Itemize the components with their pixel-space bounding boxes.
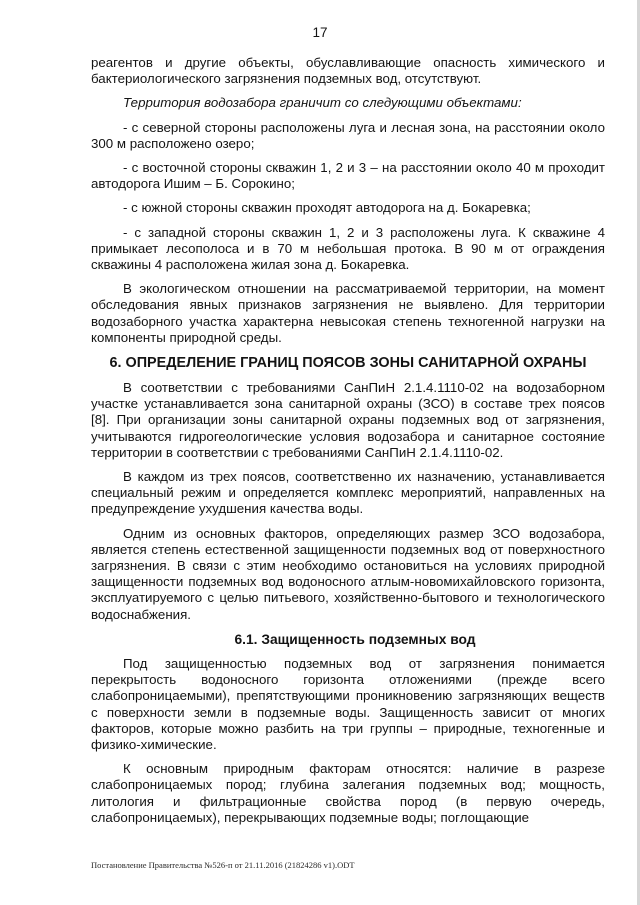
paragraph: В каждом из трех поясов, соответственно их назначению, устанавливается специальный режим и определяется комплекс мероприятий, направленных на предупреждение ухудшения качества воды. (91, 469, 605, 517)
section-6-1-heading: 6.1. Защищенность подземных вод (234, 631, 476, 647)
page-footer: Постановление Правительства №526-п от 21.11.2016 (21824286 v1).ODT (91, 860, 355, 870)
list-item-east: - с восточной стороны скважин 1, 2 и 3 – на расстоянии около 40 м проходит автодорога Ишим – Б. Сорокино; (91, 160, 605, 192)
section-6-heading: 6. ОПРЕДЕЛЕНИЕ ГРАНИЦ ПОЯСОВ ЗОНЫ САНИТАРНОЙ ОХРАНЫ (109, 355, 587, 372)
page-number: 17 (312, 25, 328, 40)
paragraph: Под защищенностью подземных вод от загрязнения понимается перекрытость водоносного горизонта отложениями (прежде всего слабопроницаемыми), препятствующими проникновению загрязняющих веществ с поверхности земли в подземные воды. Защищенность зависит от многих факторов, которые можно разбить на три группы – природные, техногенные и физико-химические. (91, 655, 605, 752)
paragraph-ecology: В экологическом отношении на рассматриваемой территории, на момент обследования явных признаков загрязнения не выявлено. Для территории водозаборного участка характерна невысокая степень техногенной нагрузки на компоненты природной среды. (91, 281, 605, 345)
paragraph: К основным природным факторам относятся: наличие в разрезе слабопроницаемых пород; глубина залегания подземных вод; мощность, литология и фильтрационные свойства пород (в первую очередь, слабопроницаемых), перекрывающих подземные воды; поглощающие (91, 761, 605, 825)
paragraph: реагентов и другие объекты, обуславливающие опасность химического и бактериологического загрязнения подземных вод, отсутствуют. (91, 55, 605, 87)
paragraph-intro-italic: Территория водозабора граничит со следующими объектами: (123, 95, 522, 111)
paragraph: Одним из основных факторов, определяющих размер ЗСО водозабора, является степень естественной защищенности подземных вод от поверхностного загрязнения. В связи с этим необходимо остановиться на условиях природной защищенности подземных вод водоносного атлым-новомихайловского горизонта, эксплуатируемого с целью питьевого, хозяйственно-бытового и технологического водоснабжения. (91, 525, 605, 622)
list-item-south: - с южной стороны скважин проходят автодорога на д. Бокаревка; (123, 200, 531, 216)
paragraph: В соответствии с требованиями СанПиН 2.1.4.1110-02 на водозаборном участке устанавливается зона санитарной охраны (ЗСО) в составе трех поясов [8]. При организации зоны санитарной охраны подземных вод от загрязнения, учитываются гидрогеологические условия водозабора и санитарное состояние территории в соответствии с требованиями СанПиН 2.1.4.1110-02. (91, 380, 605, 460)
document-body (91, 55, 605, 834)
list-item-north: - с северной стороны расположены луга и лесная зона, на расстоянии около 300 м расположено озеро; (91, 119, 605, 151)
list-item-west: - с западной стороны скважин 1, 2 и 3 расположены луга. К скважине 4 примыкает лесополоса и в 70 м небольшая протока. В 90 м от ограждения скважины 4 расположена жилая зона д. Бокаревка. (91, 224, 605, 273)
